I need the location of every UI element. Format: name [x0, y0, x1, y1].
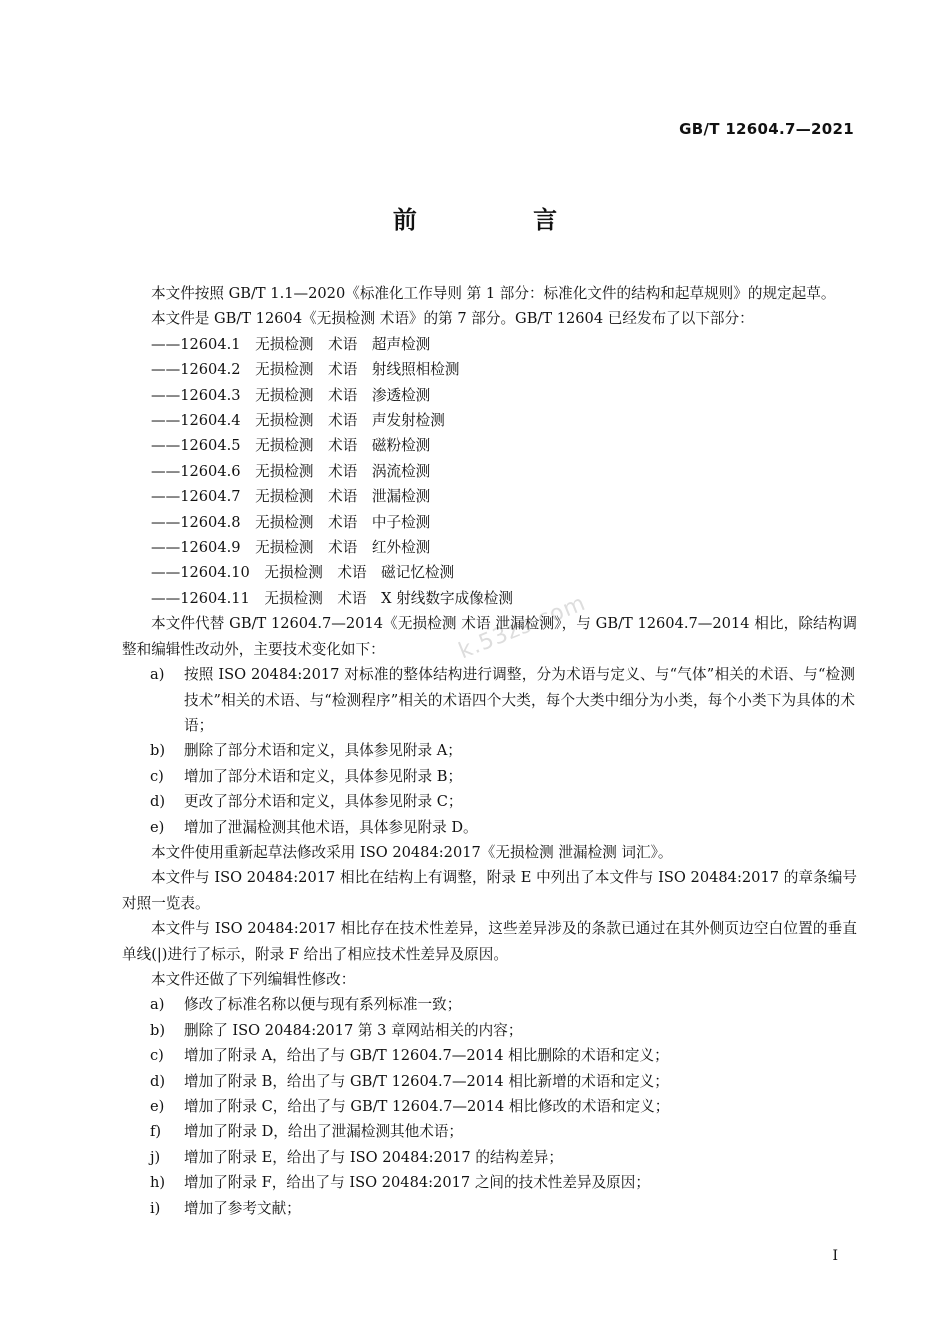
list-marker: e) [150, 818, 165, 836]
part-item: ——12604.5 无损检测 术语 磁粉检测 [151, 437, 431, 455]
list-marker: c) [150, 767, 164, 785]
list-item [122, 1119, 857, 1144]
list-text: 增加了附录 D，给出了泄漏检测其他术语； [184, 1123, 464, 1141]
list-text: 删除了部分术语和定义，具体参见附录 A； [184, 742, 462, 760]
list-text: 增加了附录 B，给出了与 GB/T 12604.7—2014 相比新增的术语和定义； [184, 1072, 669, 1090]
list-marker: d) [150, 1072, 166, 1090]
list-item [122, 1196, 857, 1221]
list-item [122, 1170, 857, 1195]
part-item: ——12604.9 无损检测 术语 红外检测 [151, 539, 431, 557]
list-marker: a) [150, 666, 165, 684]
part-item: ——12604.1 无损检测 术语 超声检测 [151, 335, 431, 353]
list-text: 增加了泄漏检测其他术语，具体参见附录 D。 [184, 818, 478, 836]
intro-paragraph-1: 本文件按照 GB/T 1.1—2020《标准化工作导则 第 1 部分：标准化文件的结构和起草规则》的规定起草。 [151, 285, 836, 302]
list-item [122, 1018, 857, 1043]
intro-paragraph-2: 本文件是 GB/T 12604《无损检测 术语》的第 7 部分。GB/T 12604 已经发布了以下部分： [151, 310, 754, 328]
list-marker: d) [150, 793, 166, 811]
replace-paragraph: 本文件代替 GB/T 12604.7—2014《无损检测 术语 泄漏检测》，与 GB/T 12604.7—2014 相比，除结构调整和编辑性改动外，主要技术变化如下： [122, 615, 857, 658]
part-item: ——12604.7 无损检测 术语 泄漏检测 [151, 488, 431, 506]
part-item: ——12604.4 无损检测 术语 声发射检测 [151, 412, 445, 430]
list-marker: i) [150, 1199, 161, 1217]
list-text: 增加了附录 F，给出了与 ISO 20484:2017 之间的技术性差异及原因； [184, 1174, 650, 1192]
list-item [122, 789, 857, 814]
technical-changes-list [122, 662, 857, 840]
redraft-paragraph: 本文件使用重新起草法修改采用 ISO 20484:2017《无损检测 泄漏检测 词汇》。 [151, 843, 673, 861]
list-item [122, 1094, 857, 1119]
list-marker: a) [150, 996, 165, 1014]
list-marker: c) [150, 1047, 164, 1065]
list-item [122, 1043, 857, 1068]
part-item: ——12604.6 无损检测 术语 涡流检测 [151, 462, 431, 480]
list-marker: f) [150, 1123, 162, 1141]
list-item [122, 1145, 857, 1170]
list-item [122, 738, 857, 763]
structure-paragraph: 本文件与 ISO 20484:2017 相比在结构上有调整，附录 E 中列出了本文件与 ISO 20484:2017 的章条编号对照一览表。 [122, 869, 857, 912]
list-text: 删除了 ISO 20484:2017 第 3 章网站相关的内容； [184, 1021, 523, 1039]
parts-list [122, 332, 857, 611]
technical-diff-paragraph: 本文件与 ISO 20484:2017 相比存在技术性差异，这些差异涉及的条款已通过在其外侧页边空白位置的垂直单线(|)进行了标示，附录 F 给出了相应技术性差异及原因。 [122, 920, 857, 963]
foreword-body [122, 281, 857, 1221]
list-text: 更改了部分术语和定义，具体参见附录 C； [184, 793, 463, 811]
editorial-paragraph: 本文件还做了下列编辑性修改： [151, 970, 356, 988]
watermark: k.53zs.com [455, 590, 590, 665]
part-item: ——12604.2 无损检测 术语 射线照相检测 [151, 361, 460, 379]
page-title: 前 言 [392, 206, 612, 234]
list-item [122, 992, 857, 1017]
list-marker: h) [150, 1174, 166, 1192]
list-marker: b) [150, 742, 166, 760]
list-text: 增加了附录 A，给出了与 GB/T 12604.7—2014 相比删除的术语和定义； [184, 1047, 669, 1065]
part-item: ——12604.10 无损检测 术语 磁记忆检测 [151, 564, 455, 582]
list-text: 按照 ISO 20484:2017 对标准的整体结构进行调整，分为术语与定义、与“气体”相关的术语、与“检测技术”相关的术语、与“检测程序”相关的术语四个大类，每个大类中细分为小类，每个小类下为具体的术语； [184, 666, 855, 734]
list-text: 增加了部分术语和定义，具体参见附录 B； [184, 767, 463, 785]
list-text: 修改了标准名称以便与现有系列标准一致； [184, 996, 462, 1014]
list-text: 增加了参考文献； [184, 1199, 301, 1217]
editorial-changes-list [122, 992, 857, 1221]
part-item: ——12604.11 无损检测 术语 X 射线数字成像检测 [151, 589, 513, 607]
list-marker: j) [150, 1148, 161, 1166]
list-text: 增加了附录 E，给出了与 ISO 20484:2017 的结构差异； [184, 1148, 563, 1166]
list-text: 增加了附录 C，给出了与 GB/T 12604.7—2014 相比修改的术语和定义； [184, 1098, 670, 1115]
part-item: ——12604.3 无损检测 术语 渗透检测 [151, 386, 431, 404]
list-item [122, 764, 857, 789]
list-item [122, 815, 857, 840]
list-item [122, 1069, 857, 1094]
part-item: ——12604.8 无损检测 术语 中子检测 [151, 513, 431, 531]
list-item [122, 662, 857, 738]
page-number: I [832, 1248, 838, 1264]
standard-code: GB/T 12604.7—2021 [679, 120, 854, 138]
list-marker: e) [150, 1098, 165, 1115]
list-marker: b) [150, 1021, 166, 1039]
